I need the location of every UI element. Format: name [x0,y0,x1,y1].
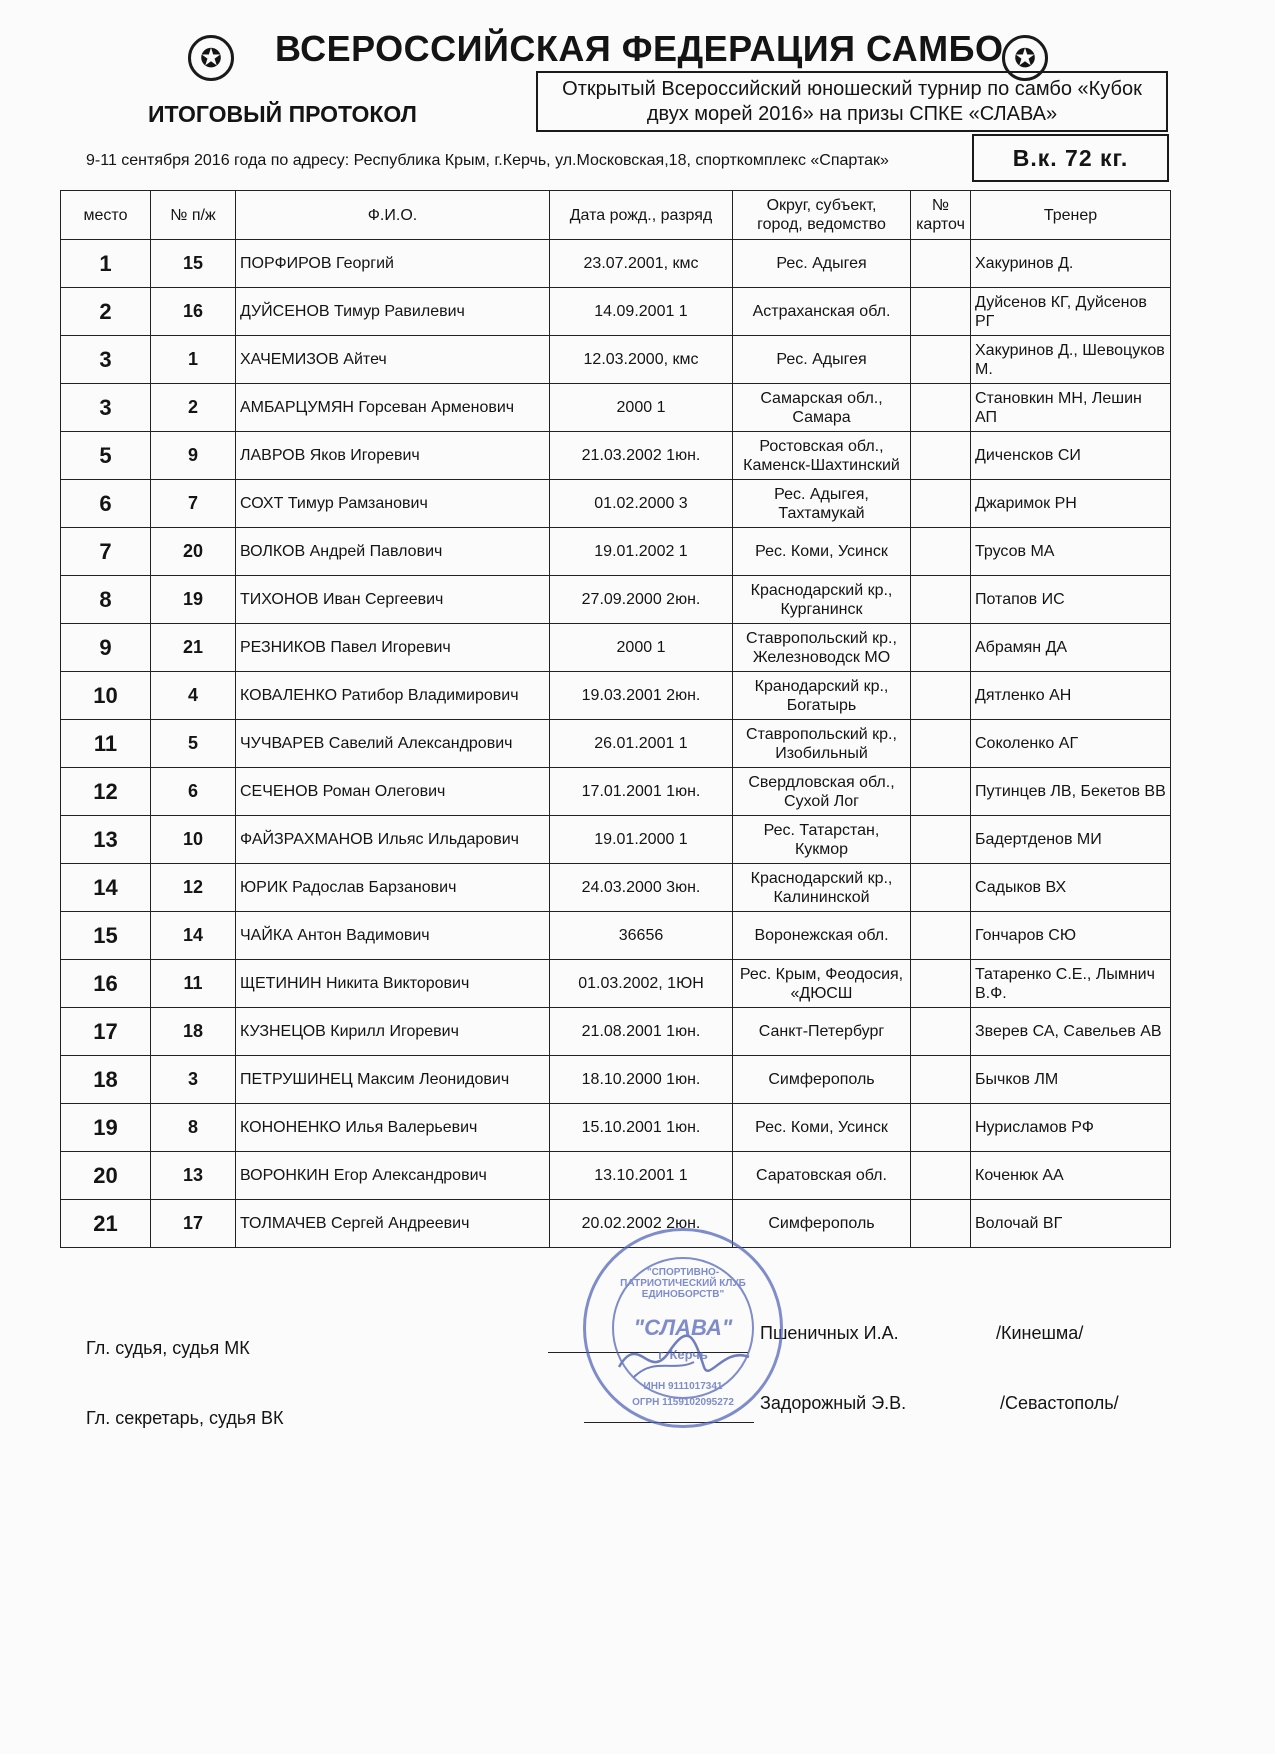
table-row [61,528,1171,576]
number-cell: 9 [151,432,236,480]
coach-cell: Дятленко АН [971,672,1171,720]
birth-rank-cell: 36656 [550,912,733,960]
card-cell [911,432,971,480]
name-cell: СЕЧЕНОВ Роман Олегович [236,768,550,816]
table-row [61,768,1171,816]
name-cell: ВОРОНКИН Егор Александрович [236,1152,550,1200]
place-cell: 15 [61,912,151,960]
place-cell: 2 [61,288,151,336]
card-cell [911,960,971,1008]
number-cell: 4 [151,672,236,720]
card-cell [911,1152,971,1200]
chief-judge-city: /Кинешма/ [996,1323,1084,1343]
place-cell: 3 [61,384,151,432]
birth-rank-cell: 23.07.2001, кмс [550,240,733,288]
number-cell: 13 [151,1152,236,1200]
number-cell: 18 [151,1008,236,1056]
birth-rank-cell: 21.08.2001 1юн. [550,1008,733,1056]
number-cell: 5 [151,720,236,768]
coach-cell: Бадертденов МИ [971,816,1171,864]
name-cell: ВОЛКОВ Андрей Павлович [236,528,550,576]
coach-cell: Коченюк АА [971,1152,1171,1200]
dates-location: 9-11 сентября 2016 года по адресу: Республика Крым, г.Керчь, ул.Московская,18, спорткомплекс «Спартак» [86,152,889,169]
number-cell: 12 [151,864,236,912]
place-cell: 5 [61,432,151,480]
chief-secretary-name: Задорожный Э.В. [760,1393,907,1413]
table-row [61,720,1171,768]
table-row [61,1152,1171,1200]
card-cell [911,288,971,336]
region-cell: Рес. Адыгея [733,240,911,288]
place-cell: 6 [61,480,151,528]
name-cell: КОНОНЕНКО Илья Валерьевич [236,1104,550,1152]
number-cell: 11 [151,960,236,1008]
table-row [61,864,1171,912]
number-cell: 15 [151,240,236,288]
club-stamp [583,1228,783,1428]
card-cell [911,816,971,864]
tournament-title-box [536,71,1168,132]
card-cell [911,912,971,960]
birth-rank-cell: 21.03.2002 1юн. [550,432,733,480]
header-place: место [61,191,151,240]
weight-class: В.к. 72 кг. [972,134,1169,182]
stamp-inn: ИНН 9111017341 [643,1381,723,1392]
header-region-line2: город, ведомство [757,216,886,233]
place-cell: 11 [61,720,151,768]
table-row [61,1200,1171,1248]
name-cell: ЛАВРОВ Яков Игоревич [236,432,550,480]
coach-cell: Хакуринов Д., Шевоцуков М. [971,336,1171,384]
region-cell: Ростовская обл., Каменск-Шахтинский [733,432,911,480]
region-cell: Симферополь [733,1200,911,1248]
coach-cell: Нурисламов РФ [971,1104,1171,1152]
chief-judge-label: Гл. судья, судья МК [86,1338,250,1358]
number-cell: 17 [151,1200,236,1248]
place-cell: 1 [61,240,151,288]
name-cell: ТИХОНОВ Иван Сергеевич [236,576,550,624]
chief-judge-name: Пшеничных И.А. [760,1323,899,1343]
region-cell: Рес. Татарстан, Кукмор [733,816,911,864]
place-cell: 8 [61,576,151,624]
name-cell: ЧАЙКА Антон Вадимович [236,912,550,960]
place-cell: 9 [61,624,151,672]
table-row [61,336,1171,384]
region-cell: Воронежская обл. [733,912,911,960]
card-cell [911,624,971,672]
birth-rank-cell: 24.03.2000 3юн. [550,864,733,912]
coach-cell: Путинцев ЛВ, Бекетов ВВ [971,768,1171,816]
stamp-main-text: "СЛАВА" [633,1315,733,1340]
birth-rank-cell: 27.09.2000 2юн. [550,576,733,624]
card-cell [911,1056,971,1104]
birth-rank-cell: 26.01.2001 1 [550,720,733,768]
card-cell [911,528,971,576]
region-cell: Ставропольский кр., Железноводск МО [733,624,911,672]
name-cell: ФАЙЗРАХМАНОВ Ильяс Ильдарович [236,816,550,864]
card-cell [911,384,971,432]
name-cell: ПЕТРУШИНЕЦ Максим Леонидович [236,1056,550,1104]
coach-cell: Джаримок РН [971,480,1171,528]
place-cell: 16 [61,960,151,1008]
place-cell: 19 [61,1104,151,1152]
table-header-row [61,191,1171,240]
coach-cell: Садыков ВХ [971,864,1171,912]
birth-rank-cell: 17.01.2001 1юн. [550,768,733,816]
table-row [61,912,1171,960]
number-cell: 10 [151,816,236,864]
region-cell: Рес. Адыгея [733,336,911,384]
number-cell: 21 [151,624,236,672]
card-cell [911,1008,971,1056]
name-cell: КУЗНЕЦОВ Кирилл Игоревич [236,1008,550,1056]
card-cell [911,720,971,768]
table-row [61,384,1171,432]
coach-cell: Становкин МН, Лешин АП [971,384,1171,432]
coach-cell: Потапов ИС [971,576,1171,624]
stamp-city: г. Керчь [658,1347,708,1362]
header-number: № п/ж [151,191,236,240]
header-birth-rank: Дата рожд., разряд [550,191,733,240]
results-table [60,190,1171,1248]
table-row [61,288,1171,336]
place-cell: 10 [61,672,151,720]
birth-rank-cell: 19.01.2002 1 [550,528,733,576]
birth-rank-cell: 19.01.2000 1 [550,816,733,864]
coach-cell: Татаренко С.Е., Лымнич В.Ф. [971,960,1171,1008]
table-row [61,576,1171,624]
name-cell: ЮРИК Радослав Барзанович [236,864,550,912]
table-row [61,1104,1171,1152]
coach-cell: Бычков ЛМ [971,1056,1171,1104]
place-cell: 3 [61,336,151,384]
place-cell: 13 [61,816,151,864]
star-emblem-icon: ✪ [1002,35,1048,81]
header-card-line1: № [931,197,950,214]
name-cell: РЕЗНИКОВ Павел Игоревич [236,624,550,672]
coach-cell: Трусов МА [971,528,1171,576]
card-cell [911,1104,971,1152]
number-cell: 20 [151,528,236,576]
federation-title: ВСЕРОССИЙСКАЯ ФЕДЕРАЦИЯ САМБО [275,28,1004,69]
region-cell: Симферополь [733,1056,911,1104]
number-cell: 1 [151,336,236,384]
region-cell: Санкт-Петербург [733,1008,911,1056]
region-cell: Астраханская обл. [733,288,911,336]
number-cell: 16 [151,288,236,336]
card-cell [911,672,971,720]
name-cell: ХАЧЕМИЗОВ Айтеч [236,336,550,384]
birth-rank-cell: 2000 1 [550,384,733,432]
number-cell: 19 [151,576,236,624]
card-cell [911,336,971,384]
region-cell: Рес. Коми, Усинск [733,528,911,576]
place-cell: 17 [61,1008,151,1056]
table-row [61,240,1171,288]
stamp-top-text: "СПОРТИВНО-ПАТРИОТИЧЕСКИЙ КЛУБ ЕДИНОБОРСТВ" [620,1267,746,1300]
table-row [61,1008,1171,1056]
table-row [61,480,1171,528]
handwritten-signature-icon [614,1327,754,1387]
coach-cell: Дуйсенов КГ, Дуйсенов РГ [971,288,1171,336]
coach-cell: Абрамян ДА [971,624,1171,672]
region-cell: Рес. Адыгея, Тахтамукай [733,480,911,528]
coach-cell: Соколенко АГ [971,720,1171,768]
region-cell: Ставропольский кр., Изобильный [733,720,911,768]
birth-rank-cell: 01.03.2002, 1ЮН [550,960,733,1008]
region-cell: Самарская обл., Самара [733,384,911,432]
region-cell: Рес. Крым, Феодосия, «ДЮСШ [733,960,911,1008]
birth-rank-cell: 12.03.2000, кмс [550,336,733,384]
card-cell [911,576,971,624]
place-cell: 7 [61,528,151,576]
coach-cell: Гончаров СЮ [971,912,1171,960]
name-cell: КОВАЛЕНКО Ратибор Владимирович [236,672,550,720]
header-coach: Тренер [971,191,1171,240]
birth-rank-cell: 2000 1 [550,624,733,672]
place-cell: 12 [61,768,151,816]
table-row [61,960,1171,1008]
birth-rank-cell: 14.09.2001 1 [550,288,733,336]
header-card [911,191,971,240]
place-cell: 20 [61,1152,151,1200]
table-row [61,1056,1171,1104]
place-cell: 14 [61,864,151,912]
header-name: Ф.И.О. [236,191,550,240]
name-cell: ДУЙСЕНОВ Тимур Равилевич [236,288,550,336]
header-region-line1: Округ, субъект, [766,197,877,214]
birth-rank-cell: 13.10.2001 1 [550,1152,733,1200]
birth-rank-cell: 01.02.2000 3 [550,480,733,528]
number-cell: 3 [151,1056,236,1104]
card-cell [911,240,971,288]
coach-cell: Хакуринов Д. [971,240,1171,288]
number-cell: 2 [151,384,236,432]
table-row [61,672,1171,720]
coach-cell: Волочай ВГ [971,1200,1171,1248]
header-region [733,191,911,240]
number-cell: 8 [151,1104,236,1152]
chief-secretary-city: /Севастополь/ [1000,1393,1119,1413]
table-row [61,816,1171,864]
region-cell: Краснодарский кр., Калининской [733,864,911,912]
birth-rank-cell: 20.02.2002 2юн. [550,1200,733,1248]
tournament-title-line2: двух морей 2016» на призы СПКЕ «СЛАВА» [646,103,1058,125]
number-cell: 7 [151,480,236,528]
name-cell: АМБАРЦУМЯН Горсеван Арменович [236,384,550,432]
table-row [61,432,1171,480]
card-cell [911,864,971,912]
region-cell: Саратовская обл. [733,1152,911,1200]
coach-cell: Зверев СА, Савельев АВ [971,1008,1171,1056]
name-cell: ЩЕТИНИН Никита Викторович [236,960,550,1008]
stamp-ogrn: ОГРН 1159102095272 [632,1397,734,1408]
name-cell: ТОЛМАЧЕВ Сергей Андреевич [236,1200,550,1248]
name-cell: ЧУЧВАРЕВ Савелий Александрович [236,720,550,768]
name-cell: ПОРФИРОВ Георгий [236,240,550,288]
card-cell [911,1200,971,1248]
card-cell [911,768,971,816]
protocol-title: ИТОГОВЫЙ ПРОТОКОЛ [148,101,417,127]
header-card-line2: карточ [916,216,965,233]
star-emblem-icon: ✪ [188,35,234,81]
chief-secretary-label: Гл. секретарь, судья ВК [86,1408,284,1428]
tournament-title-line1: Открытый Всероссийский юношеский турнир по самбо «Кубок [562,78,1142,100]
region-cell: Рес. Коми, Усинск [733,1104,911,1152]
card-cell [911,480,971,528]
birth-rank-cell: 19.03.2001 2юн. [550,672,733,720]
region-cell: Кранодарский кр., Богатырь [733,672,911,720]
name-cell: СОХТ Тимур Рамзанович [236,480,550,528]
birth-rank-cell: 15.10.2001 1юн. [550,1104,733,1152]
region-cell: Краснодарский кр., Курганинск [733,576,911,624]
birth-rank-cell: 18.10.2000 1юн. [550,1056,733,1104]
table-row [61,624,1171,672]
number-cell: 6 [151,768,236,816]
region-cell: Свердловская обл., Сухой Лог [733,768,911,816]
coach-cell: Диченсков СИ [971,432,1171,480]
place-cell: 18 [61,1056,151,1104]
place-cell: 21 [61,1200,151,1248]
number-cell: 14 [151,912,236,960]
